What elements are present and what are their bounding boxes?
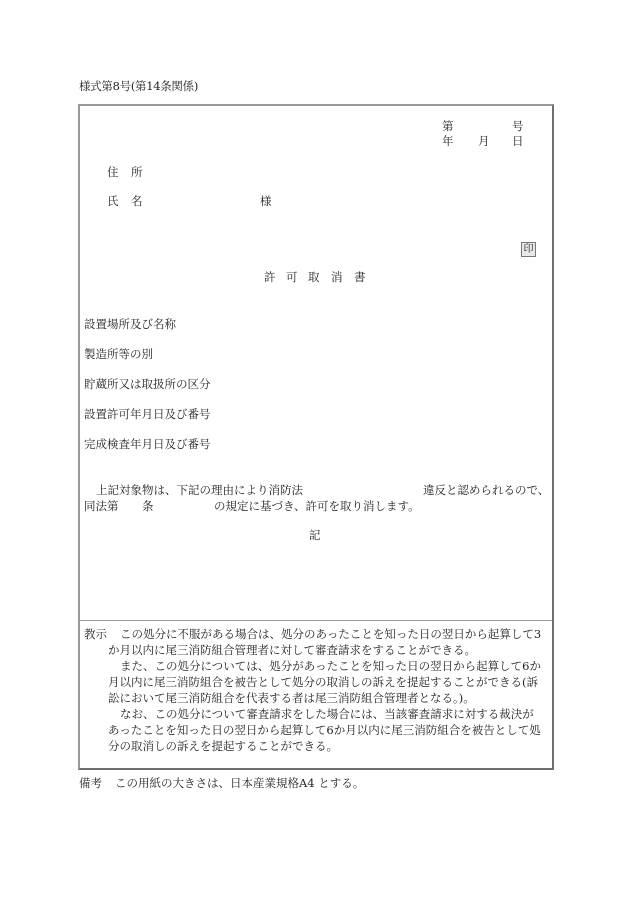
date-month: 月 xyxy=(478,134,490,148)
field-permit-date-number: 設置許可年月日及び番号 xyxy=(84,407,211,421)
notice-label: 教示 xyxy=(84,627,107,641)
form-number-label: 様式第8号(第14条関係) xyxy=(79,79,199,93)
statement-line2-part3: の規定に基づき、許可を取り消します。 xyxy=(214,499,420,513)
address-label-1: 住 xyxy=(107,165,119,179)
statement-line1-part1: 上記対象物は、下記の理由により消防法 xyxy=(96,483,303,497)
seal-mark: 印 xyxy=(521,242,536,257)
statement-line1-part2: 違反と認められるので、 xyxy=(423,483,550,497)
title-char-2: 可 xyxy=(286,270,298,284)
ki-heading: 記 xyxy=(309,528,321,542)
field-facility-type: 製造所等の別 xyxy=(84,347,153,361)
statement-line2-part2: 条 xyxy=(142,499,154,513)
notice-line: か月以内に尾三消防組合管理者に対して審査請求をすることができる。 xyxy=(108,643,476,657)
notice-line: この処分に不服がある場合は、処分のあったことを知った日の翌日から起算して3 xyxy=(120,627,542,641)
date-day: 日 xyxy=(512,134,524,148)
notice-line: あったことを知った日の翌日から起算して6か月以内に尾三消防組合を被告として処 xyxy=(108,723,541,737)
number-prefix: 第 xyxy=(442,119,454,133)
notice-line: また、この処分については、処分があったことを知った日の翌日から起算して6か xyxy=(120,659,541,673)
name-label-1: 氏 xyxy=(107,194,119,208)
honorific: 様 xyxy=(260,194,272,208)
notice-line: 訟において尾三消防組合を代表する者は尾三消防組合管理者となる。)。 xyxy=(108,691,475,705)
field-storage-category: 貯蔵所又は取扱所の区分 xyxy=(84,377,211,391)
notice-line: なお、この処分について審査請求をした場合には、当該審査請求に対する裁決が xyxy=(120,707,534,721)
title-char-1: 許 xyxy=(264,270,276,284)
name-label-2: 名 xyxy=(131,194,143,208)
date-year: 年 xyxy=(442,134,454,148)
address-label-2: 所 xyxy=(131,165,143,179)
notice-divider xyxy=(80,620,552,621)
statement-line2-part1: 同法第 xyxy=(84,499,119,513)
title-char-5: 書 xyxy=(354,270,366,284)
remarks-label: 備考 xyxy=(79,776,102,790)
remarks-text: この用紙の大きさは、日本産業規格A4 とする。 xyxy=(115,776,365,790)
number-suffix: 号 xyxy=(512,119,524,133)
notice-line: 月以内に尾三消防組合を被告として処分の取消しの訴えを提起することができる(訴 xyxy=(108,675,538,689)
title-char-4: 消 xyxy=(331,270,343,284)
title-char-3: 取 xyxy=(308,270,320,284)
field-installation-place: 設置場所及び名称 xyxy=(84,317,176,331)
field-inspection-date-number: 完成検査年月日及び番号 xyxy=(84,437,211,451)
notice-line: 分の取消しの訴えを提起することができる。 xyxy=(108,739,338,753)
